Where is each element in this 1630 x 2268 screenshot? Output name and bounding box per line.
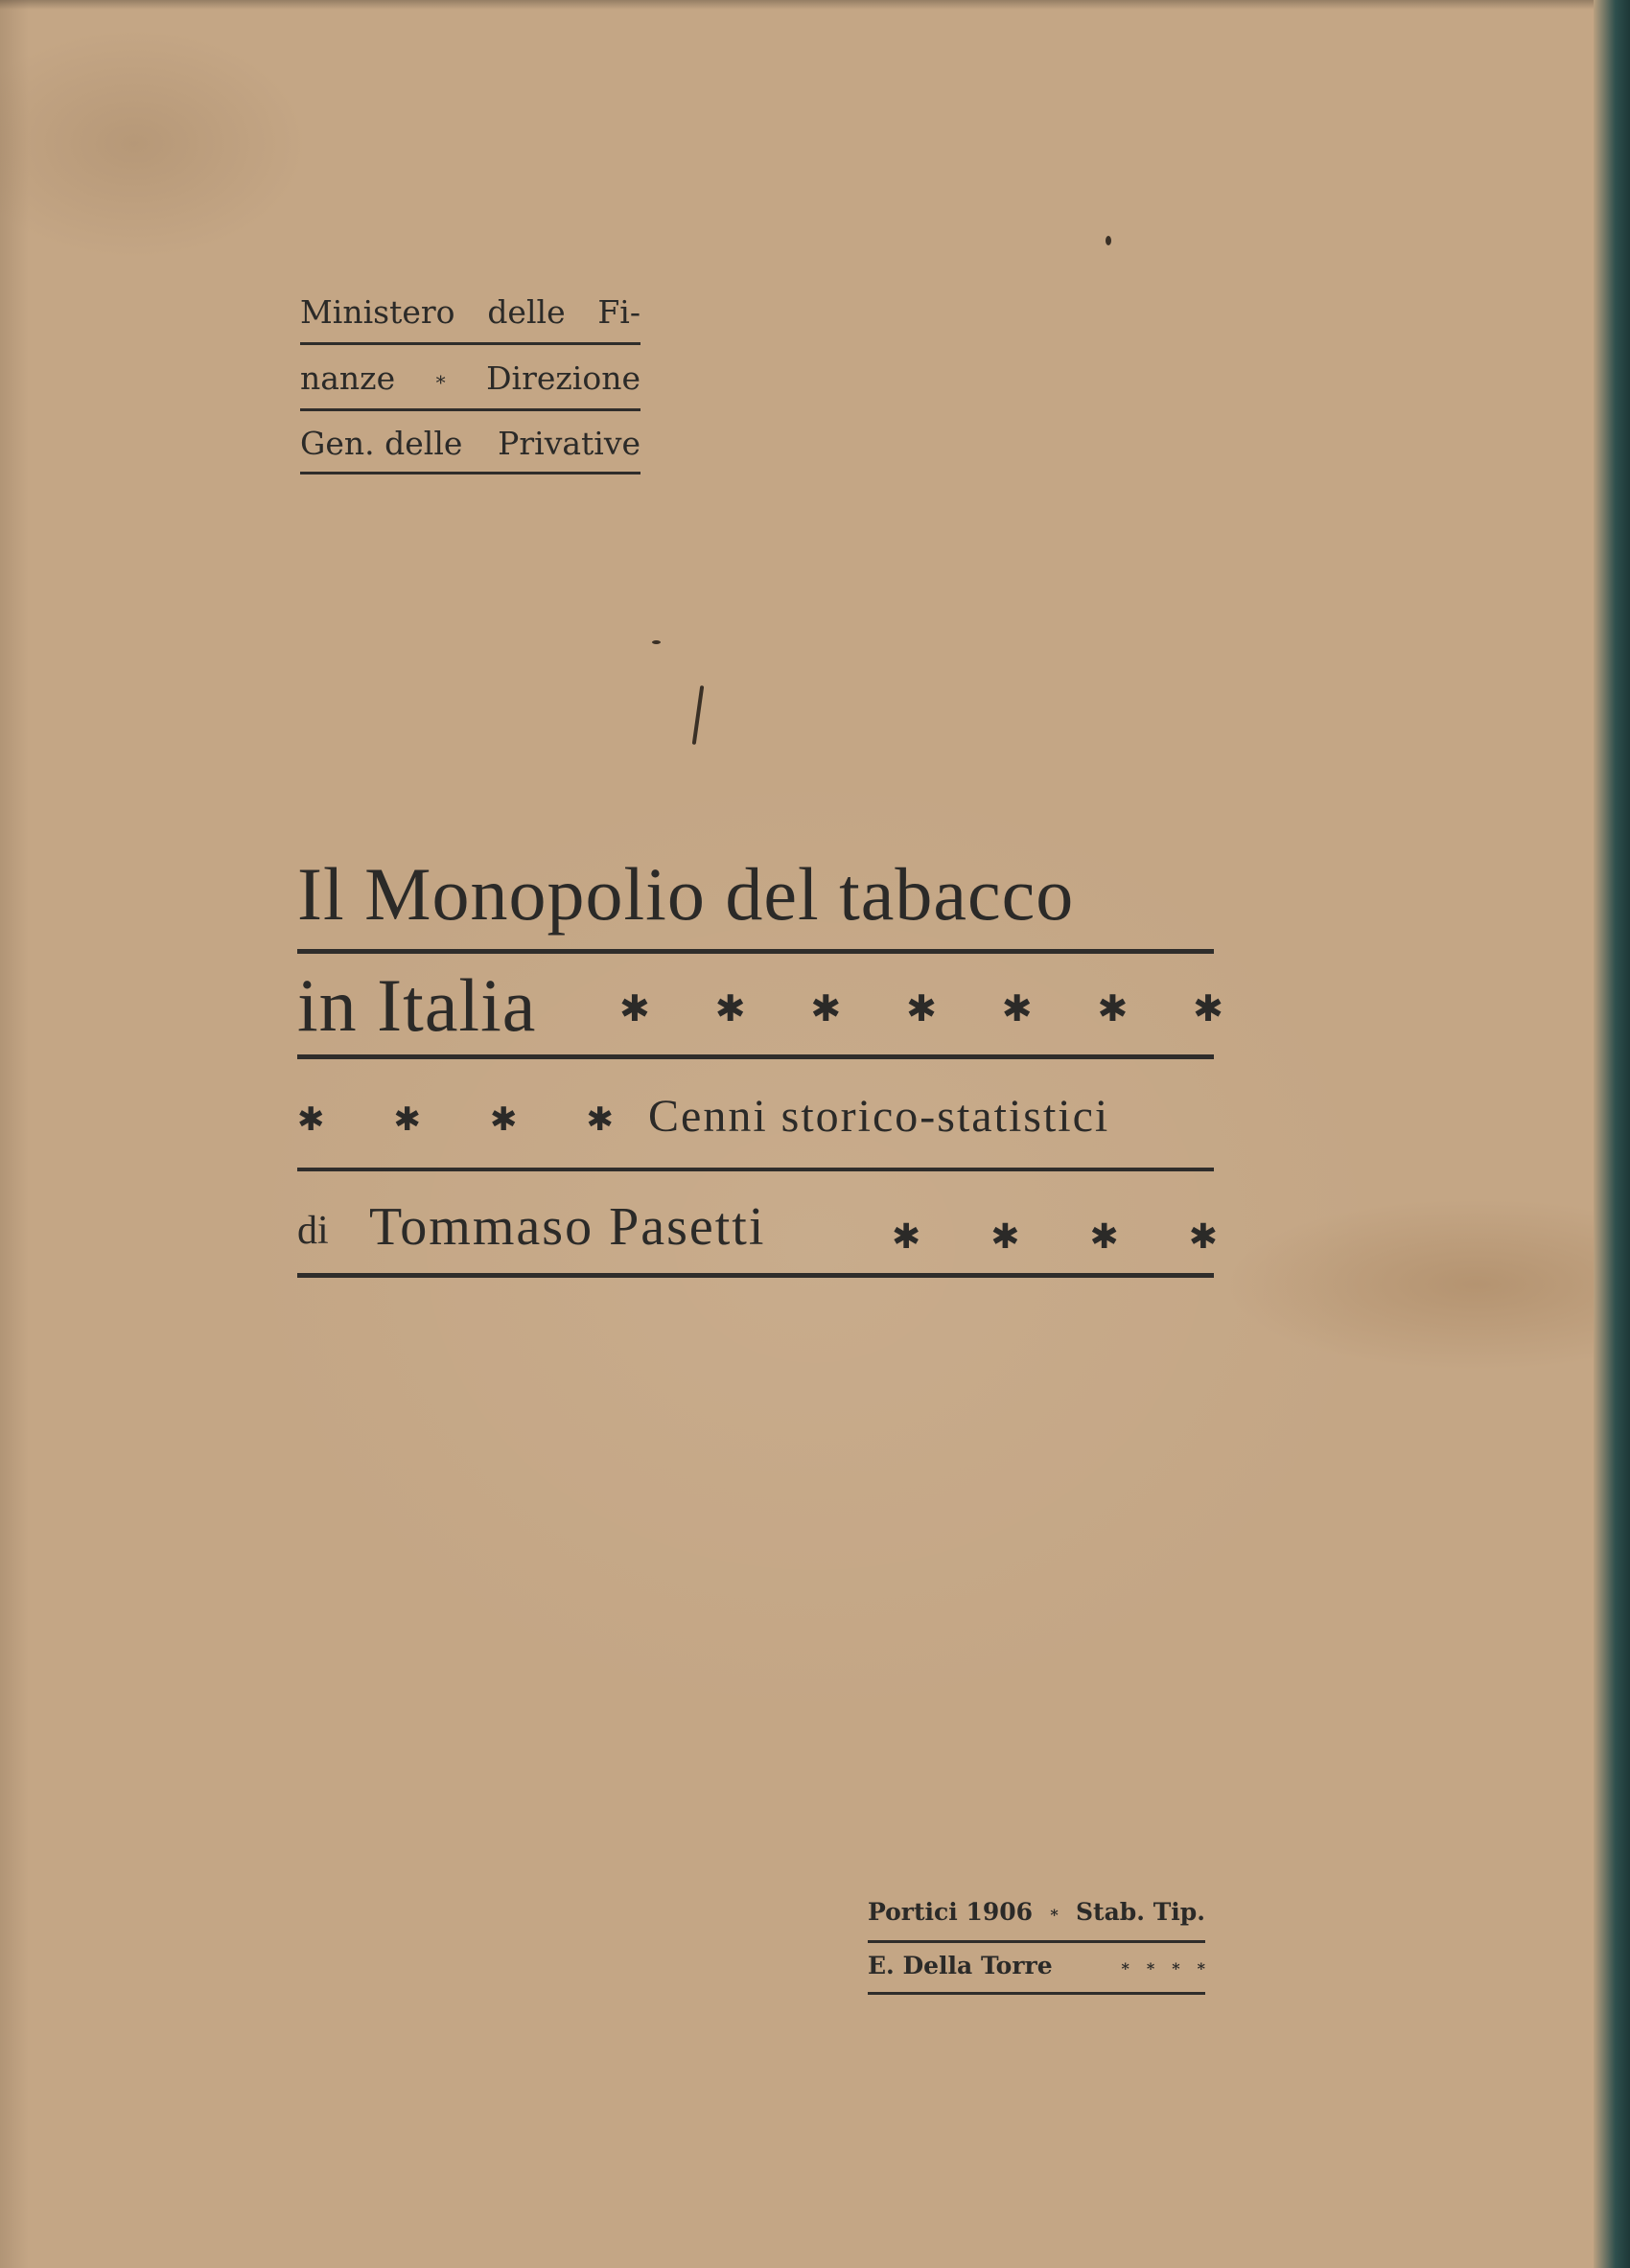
asterism-star: ✱ — [810, 987, 842, 1030]
imprint-separator: * — [1050, 1906, 1059, 1924]
imprint-printer-type: Stab. Tip. — [1076, 1898, 1205, 1926]
ministry-line-2 — [300, 359, 640, 397]
author-name: Tommaso Pasetti — [369, 1197, 766, 1257]
asterism-star: ✱ — [1193, 987, 1223, 1030]
asterism-star: ✱ — [1001, 987, 1033, 1030]
title-rule-3 — [297, 1168, 1214, 1171]
paper-speck — [652, 640, 661, 644]
subtitle: Cenni storico-statistici — [648, 1091, 1110, 1142]
cover-right-edge — [1594, 0, 1630, 2268]
ministry-word: delle — [487, 293, 566, 331]
asterism-star: ✱ — [1097, 987, 1129, 1030]
asterism-star: ✱ — [990, 1217, 1020, 1257]
author-stars — [892, 1217, 1218, 1257]
ministry-separator: * — [435, 371, 446, 394]
asterism-star: ✱ — [1188, 1217, 1218, 1257]
asterism-star: ✱ — [619, 987, 650, 1030]
ministry-rule-1 — [300, 342, 640, 345]
paper-speck — [1106, 236, 1111, 245]
ministry-word: Direzione — [486, 359, 640, 397]
imprint-star: * — [1121, 1959, 1129, 1978]
title-rule-1 — [297, 949, 1214, 954]
ministry-rule-3 — [300, 472, 640, 474]
author-prefix: di — [297, 1209, 329, 1253]
imprint-printer-name: E. Della Torre — [868, 1952, 1053, 1979]
ministry-word: Gen. delle — [300, 425, 463, 462]
asterism-star: ✱ — [297, 1100, 325, 1139]
imprint-star: * — [1172, 1959, 1180, 1978]
asterism-star: ✱ — [1089, 1217, 1119, 1257]
ministry-rule-2 — [300, 408, 640, 411]
imprint-rule-2 — [868, 1992, 1205, 1995]
title-rule-4 — [297, 1273, 1214, 1278]
ministry-line-1 — [300, 293, 640, 331]
asterism-star: ✱ — [714, 987, 746, 1030]
imprint-star: * — [1197, 1959, 1205, 1978]
ministry-word: Privative — [498, 425, 640, 462]
ministry-word: Fi- — [597, 293, 640, 331]
imprint-place-year: Portici 1906 — [868, 1898, 1034, 1926]
asterism-star: ✱ — [892, 1217, 921, 1257]
imprint-line-2 — [868, 1952, 1205, 1979]
paper-mark — [692, 685, 705, 745]
subtitle-stars — [297, 1100, 614, 1139]
cover-top-edge — [0, 0, 1630, 10]
asterism-star: ✱ — [393, 1100, 421, 1139]
imprint-star: * — [1146, 1959, 1155, 1978]
title-rule-2 — [297, 1054, 1214, 1059]
title-line-2-stars — [619, 987, 1223, 1030]
imprint-stars — [1122, 1959, 1206, 1978]
title-line-2: in Italia — [297, 963, 537, 1047]
asterism-star: ✱ — [586, 1100, 614, 1139]
ministry-word: Ministero — [300, 293, 455, 331]
asterism-star: ✱ — [490, 1100, 518, 1139]
ministry-word: nanze — [300, 359, 396, 397]
imprint-line-1 — [868, 1898, 1205, 1926]
imprint-rule-1 — [868, 1940, 1205, 1943]
title-line-1: Il Monopolio del tabacco — [297, 852, 1075, 936]
asterism-star: ✱ — [906, 987, 937, 1030]
ministry-line-3 — [300, 425, 640, 462]
